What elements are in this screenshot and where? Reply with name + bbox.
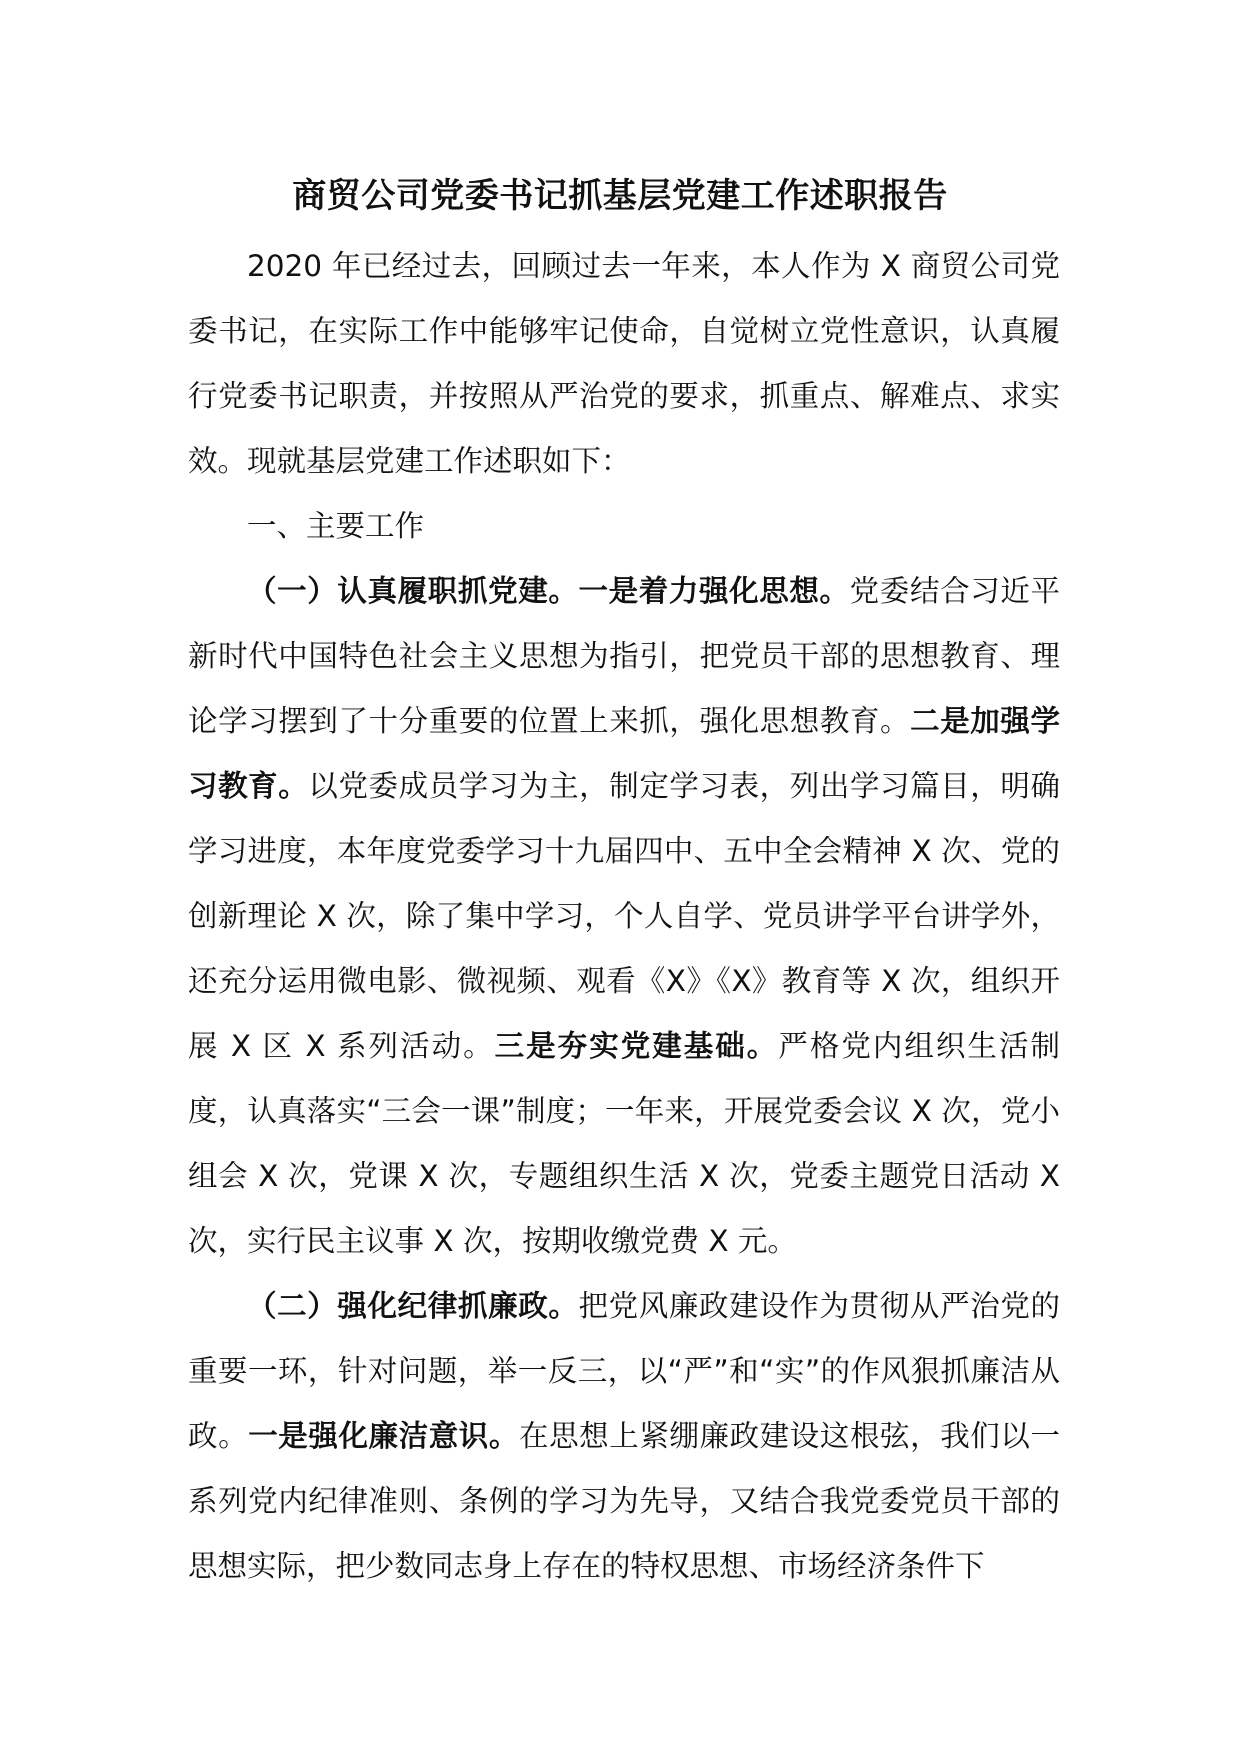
section-heading: 一、主要工作	[247, 509, 425, 543]
bold-phrase: 三是夯实党建基础。	[494, 1029, 779, 1063]
paragraph-text: 党委结合习近平新时代中国特色社会主义思想为指引，把党员干部的思想教育、理论学习摆到了十分重要的位置上来抓，强化思想教育。	[188, 574, 1060, 738]
intro-paragraph: 2020 年已经过去，回顾过去一年来，本人作为 X 商贸公司党委书记，在实际工作中能够牢记使命，自觉树立党性意识，认真履行党委书记职责，并按照从严治党的要求，抓重点、解难点、求实效。现就基层党建工作述职如下：	[188, 249, 1060, 478]
paragraph-text: 以党委成员学习为主，制定学习表，列出学习篇目，明确学习进度，本年度党委学习十九届四中、五中全会精神 X 次、党的创新理论 X 次，除了集中学习，个人自学、党员讲学平台讲学外，还充分运用微电影、微视频、观看《X》《X》教育等 X 次，组织开展 X 区 X 系列活动。	[188, 769, 1060, 1063]
bold-phrase: 二是加强学习教育。	[188, 704, 1060, 803]
paragraph-text: 严格党内组织生活制度，认真落实“三会一课”制度；一年来，开展党委会议 X 次，党小组会 X 次，党课 X 次，专题组织生活 X 次，党委主题党日活动 X 次，实行民主议事 X 次，按期收缴党费 X 元。	[188, 1029, 1060, 1258]
paragraph-text: 把党风廉政建设作为贯彻从严治党的重要一环，针对问题，举一反三，以“严”和“实”的作风狠抓廉洁从政。	[188, 1289, 1060, 1453]
bold-lead: （二）强化纪律抓廉政。	[247, 1289, 579, 1323]
bold-phrase: 一是强化廉洁意识。	[248, 1419, 519, 1453]
paragraph-party-building	[188, 559, 1060, 1274]
document-title: 商贸公司党委书记抓基层党建工作述职报告	[292, 176, 948, 216]
document-body	[188, 234, 1060, 1599]
paragraph-discipline	[188, 1274, 1060, 1599]
bold-lead: （一）认真履职抓党建。一是着力强化思想。	[247, 574, 850, 608]
paragraph-text: 在思想上紧绷廉政建设这根弦，我们以一系列党内纪律准则、条例的学习为先导，又结合我党委党员干部的思想实际，把少数同志身上存在的特权思想、市场经济条件下	[188, 1419, 1060, 1583]
